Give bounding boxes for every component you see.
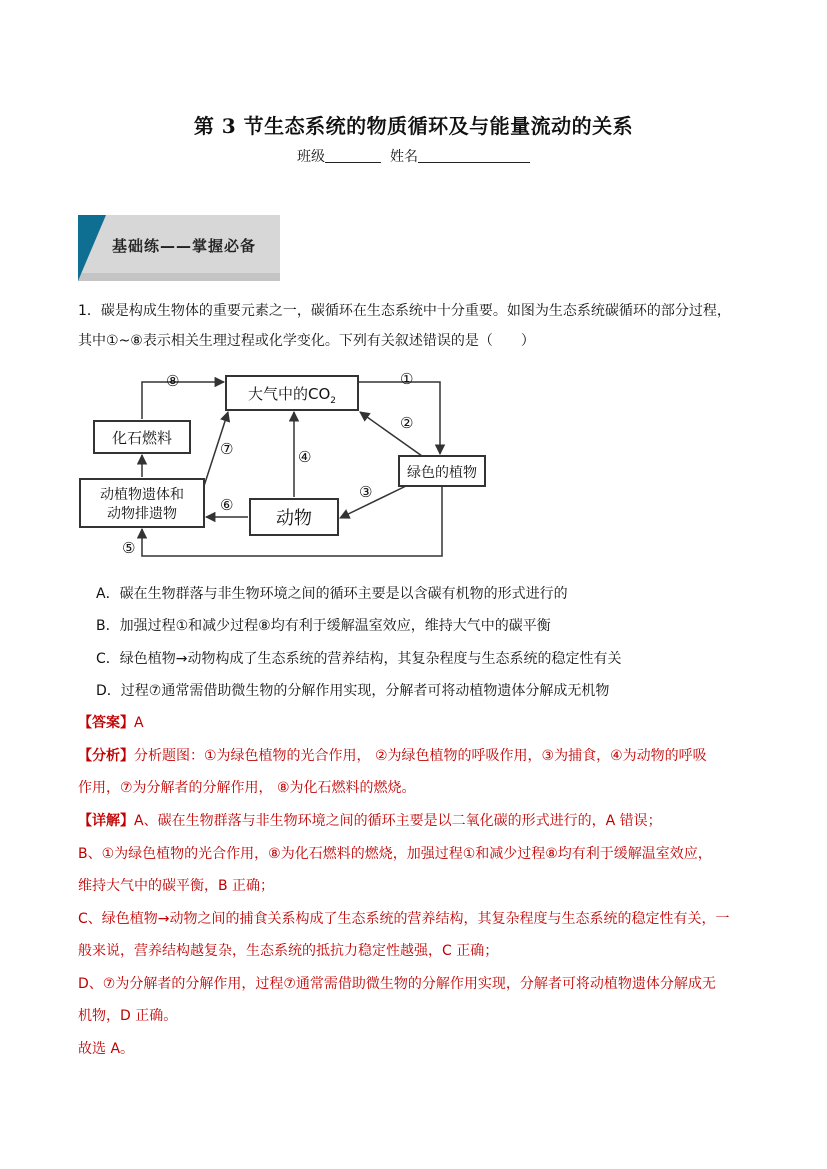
student-info-line: [0, 146, 827, 166]
arrow-process-1: [358, 382, 440, 454]
fossil-fuel-box: [94, 421, 190, 453]
remains-box: [80, 479, 204, 527]
analysis-tag: 【分析】: [78, 748, 134, 764]
question-stem-line-2: 其中①~⑧表示相关生理过程或化学变化。下列有关叙述错误的是（ ）: [78, 333, 535, 349]
name-label: 姓名: [389, 149, 418, 165]
class-blank[interactable]: [325, 148, 381, 163]
label-process-1: ①: [400, 370, 414, 388]
detail-line-a: [78, 806, 758, 836]
label-process-2: ②: [400, 414, 414, 432]
analysis-text-1: 分析题图：①为绿色植物的光合作用， ②为绿色植物的呼吸作用，③为捕食，④为动物的呼吸: [134, 748, 707, 764]
atmosphere-subscript: 2: [330, 396, 337, 406]
class-label: 班级: [297, 149, 326, 165]
detail-line-c2: 般来说，营养结构越复杂，生态系统的抵抗力稳定性越强，C 正确；: [78, 943, 499, 959]
remains-label-line-1: 动植物遗体和: [100, 487, 184, 503]
answer-line: [78, 708, 758, 738]
arrow-process-8: [142, 382, 224, 419]
svg-text:大气中的CO2: [248, 385, 336, 406]
option-b[interactable]: B．加强过程①和减少过程⑧均有利于缓解温室效应，维持大气中的碳平衡: [96, 618, 551, 634]
conclusion-line: 故选 A。: [78, 1041, 135, 1057]
animal-box: [250, 499, 338, 535]
fossil-fuel-label: 化石燃料: [111, 429, 173, 447]
green-plant-label: 绿色的植物: [407, 465, 477, 481]
atmosphere-box: [226, 376, 358, 410]
detail-line-c1: C、绿色植物→动物之间的捕食关系构成了生态系统的营养结构，其复杂程度与生态系统的稳定性有关，一: [78, 911, 730, 927]
detail-line-d2: 机物，D 正确。: [78, 1008, 178, 1024]
label-process-3: ③: [359, 483, 373, 501]
detail-line-b1: B、①为绿色植物的光合作用，⑧为化石燃料的燃烧，加强过程①和减少过程⑧均有利于缓解温室效应，: [78, 846, 712, 862]
remains-label-line-2: 动物排遗物: [107, 506, 177, 522]
banner-accent: [78, 215, 106, 281]
label-process-7: ⑦: [220, 440, 234, 458]
analysis-line-2: 作用，⑦为分解者的分解作用， ⑧为化石燃料的燃烧。: [78, 780, 416, 796]
detail-line-b2: 维持大气中的碳平衡，B 正确；: [78, 878, 275, 894]
analysis-line-1: [78, 741, 758, 771]
page-title: 第 3 节生态系统的物质循环及与能量流动的关系: [193, 114, 634, 138]
question-stem-line-1: 1．碳是构成生物体的重要元素之一，碳循环在生态系统中十分重要。如图为生态系统碳循环的部分过程，: [78, 303, 731, 319]
option-a[interactable]: A．碳在生物群落与非生物环境之间的循环主要是以含碳有机物的形式进行的: [96, 586, 568, 602]
label-process-4: ④: [298, 448, 312, 466]
detail-text-a: A、碳在生物群落与非生物环境之间的循环主要是以二氧化碳的形式进行的，A 错误；: [134, 813, 662, 829]
name-blank[interactable]: [418, 148, 530, 163]
banner-shadow: [78, 273, 280, 281]
label-process-6: ⑥: [220, 496, 234, 514]
detail-line-d1: D、⑦为分解者的分解作用，过程⑦通常需借助微生物的分解作用实现，分解者可将动植物遗体分解成无: [78, 976, 716, 992]
arrow-process-3: [340, 486, 406, 518]
label-process-8: ⑧: [166, 372, 180, 390]
green-plant-box: [399, 456, 485, 486]
carbon-cycle-diagram: [78, 366, 498, 568]
option-c[interactable]: C．绿色植物→动物构成了生态系统的营养结构，其复杂程度与生态系统的稳定性有关: [96, 651, 622, 667]
answer-value: A: [134, 715, 144, 731]
label-process-5: ⑤: [122, 539, 136, 557]
detail-tag: 【详解】: [78, 813, 134, 829]
section-banner: [78, 215, 280, 283]
atmosphere-label: 大气中的CO: [247, 385, 331, 403]
banner-text: 基础练——掌握必备: [112, 237, 257, 255]
animal-label: 动物: [276, 508, 312, 529]
option-d[interactable]: D．过程⑦通常需借助微生物的分解作用实现，分解者可将动植物遗体分解成无机物: [96, 683, 610, 699]
answer-tag: 【答案】: [78, 715, 134, 731]
